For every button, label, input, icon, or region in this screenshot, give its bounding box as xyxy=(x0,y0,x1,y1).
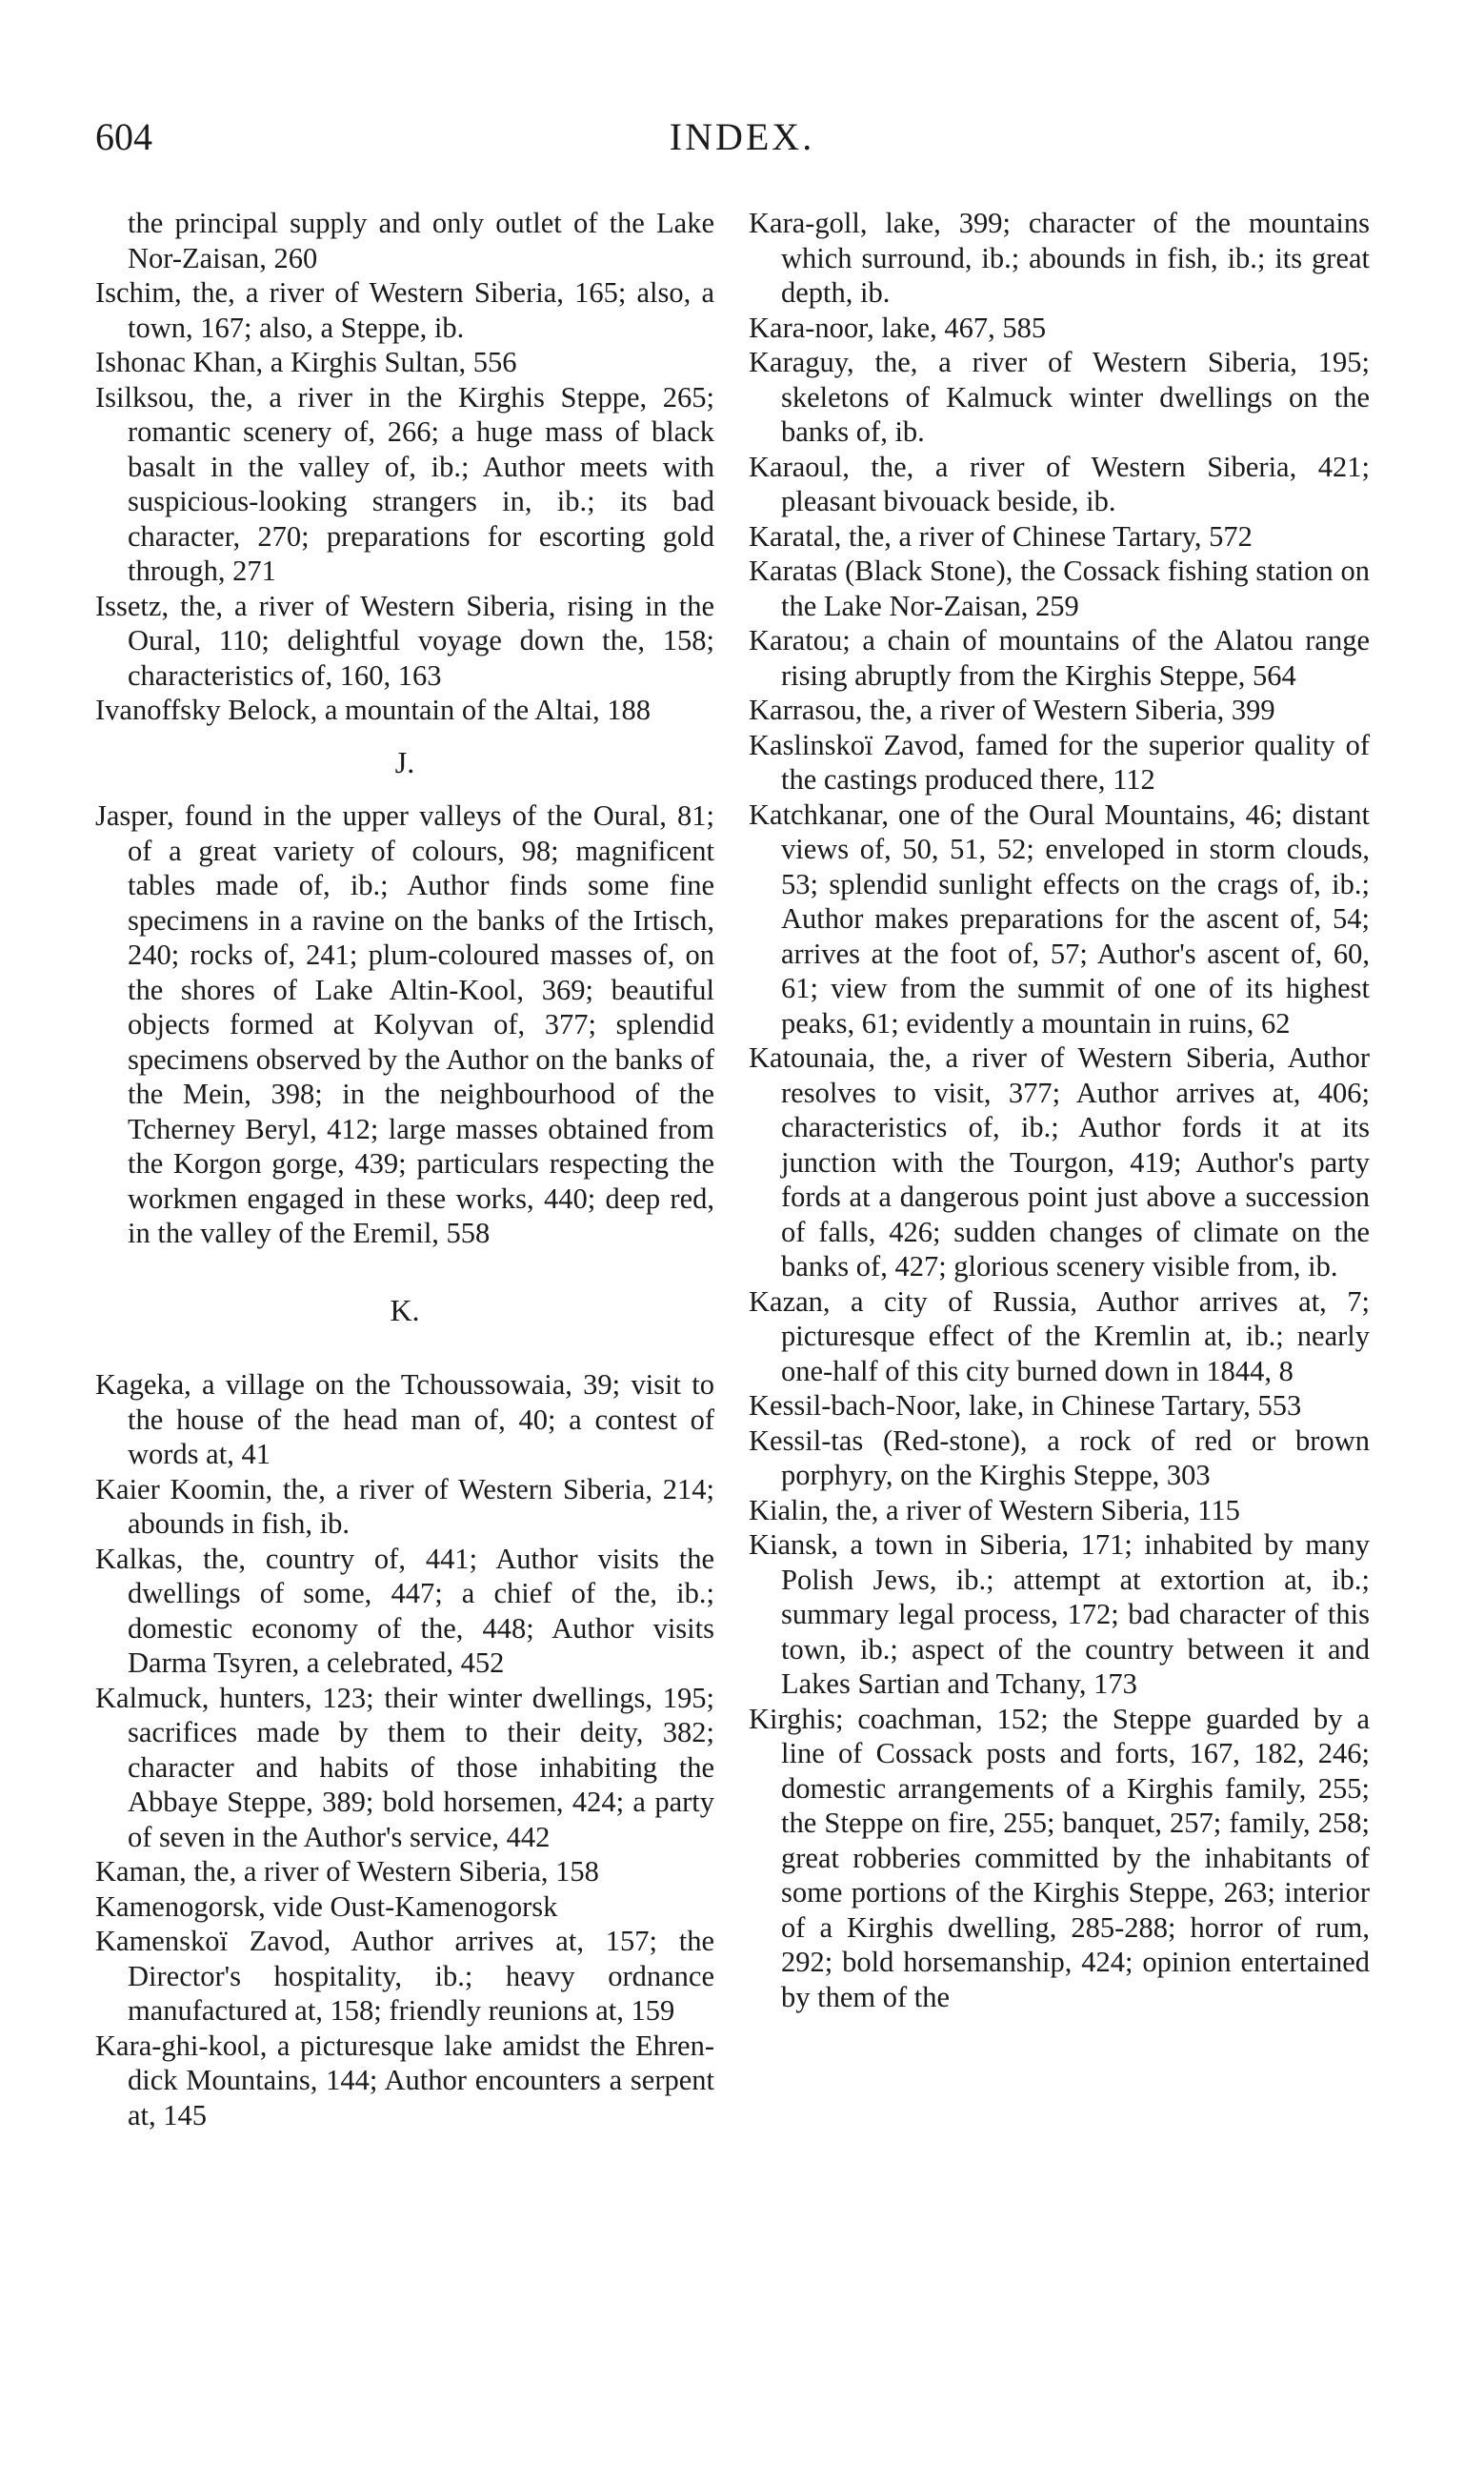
index-entry: Jasper, found in the upper valleys of the Oural, 81; of a great variety of colours, 98; magnificent tables made of, ib.; Author finds some fine specimens in a ravine on the banks of the Irtisch, 240; rocks of, 241; plum-coloured masses of, on the shores of Lake Altin-Kool, 369; beautiful objects formed at Kolyvan of, 377; splendid specimens observed by the Author on the banks of the Mein, 398; in the neighbourhood of the Tcherney Beryl, 412; large masses obtained from the Korgon gorge, 439; particulars respecting the workmen engaged in these works, 440; deep red, in the valley of the Eremil, 558 xyxy=(95,799,714,1249)
index-entry: Kalmuck, hunters, 123; their winter dwellings, 195; sacrifices made by them to their deity, 382; character and habits of those inhabiting the Abbaye Steppe, 389; bold horsemen, 424; a party of seven in the Author's service, 442 xyxy=(95,1681,714,1853)
index-column-right xyxy=(749,206,1370,2014)
section-letter: K. xyxy=(390,1292,420,1327)
index-entry: Karaguy, the, a river of Western Siberia, 195; skeletons of Kalmuck winter dwellings on the banks of, ib. xyxy=(749,346,1370,448)
index-entry: Kaslinskoï Zavod, famed for the superior quality of the castings produced there, 112 xyxy=(749,728,1370,796)
index-entry: Karatas (Black Stone), the Cossack fishing station on the Lake Nor-Zaisan, 259 xyxy=(749,555,1370,622)
index-entry: Kazan, a city of Russia, Author arrives at, 7; picturesque effect of the Kremlin at, ib.; nearly one-half of this city burned down in 1844, 8 xyxy=(749,1284,1370,1387)
index-entry: Ischim, the, a river of Western Siberia, 165; also, a town, 167; also, a Steppe, ib. xyxy=(95,276,714,344)
index-entry-continuation: the principal supply and only outlet of the Lake Nor-Zaisan, 260 xyxy=(128,207,714,274)
index-entry: Karrasou, the, a river of Western Siberia, 399 xyxy=(749,694,1275,726)
index-entry: Kamenogorsk, vide Oust-Kamenogorsk xyxy=(95,1889,558,1923)
index-entry: Karatal, the, a river of Chinese Tartary, 572 xyxy=(749,519,1253,553)
index-entry: Isilksou, the, a river in the Kirghis Steppe, 265; romantic scenery of, 266; a huge mass of black basalt in the valley of, ib.; Author meets with suspicious-looking strangers in, ib.; its bad character, 270; preparations for escorting gold through, 271 xyxy=(95,380,714,587)
index-entry: Kaier Koomin, the, a river of Western Siberia, 214; abounds in fish, ib. xyxy=(95,1472,714,1540)
index-column-left xyxy=(95,206,714,2132)
index-entry: Karaoul, the, a river of Western Siberia, 421; pleasant bivouack beside, ib. xyxy=(749,450,1370,517)
index-entry: Kara-goll, lake, 399; character of the mountains which surround, ib.; abounds in fish, ib.; its great depth, ib. xyxy=(749,207,1370,309)
index-entry: Kessil-bach-Noor, lake, in Chinese Tartary, 553 xyxy=(749,1389,1302,1422)
index-entry: Katchkanar, one of the Oural Mountains, 46; distant views of, 50, 51, 52; enveloped in storm clouds, 53; splendid sunlight effects on the crags of, ib.; Author makes preparations for the ascent of, 54; arrives at the foot of, 57; Author's ascent of, 60, 61; view from the summit of one of its highest peaks, 61; evidently a mountain in ruins, 62 xyxy=(749,798,1370,1040)
running-title: INDEX. xyxy=(669,115,815,158)
index-entry: Katounaia, the, a river of Western Siberia, Author resolves to visit, 377; Author arrives at, 406; characteristics of, ib.; Author fords it at its junction with the Tourgon, 419; Author's party fords at a dangerous point just above a succession of falls, 426; sudden changes of climate on the banks of, 427; glorious scenery visible from, ib. xyxy=(749,1041,1370,1282)
index-entry: Kara-noor, lake, 467, 585 xyxy=(749,311,1047,344)
index-entry: Kaman, the, a river of Western Siberia, 158 xyxy=(95,1855,599,1888)
index-entry: Karatou; a chain of mountains of the Alatou range rising abruptly from the Kirghis Steppe, 564 xyxy=(749,624,1370,692)
index-entry: Kara-ghi-kool, a picturesque lake amidst the Ehren-dick Mountains, 144; Author encounters a serpent at, 145 xyxy=(95,2029,714,2131)
index-entry: Kalkas, the, country of, 441; Author visits the dwellings of some, 447; a chief of the, ib.; domestic economy of the, 448; Author visits Darma Tsyren, a celebrated, 452 xyxy=(95,1542,714,1679)
page-number: 604 xyxy=(95,115,152,158)
index-entry: Kirghis; coachman, 152; the Steppe guarded by a line of Cossack posts and forts, 167, 182, 246; domestic arrangements of a Kirghis family, 255; the Steppe on fire, 255; banquet, 257; family, 258; great robberies committed by the inhabitants of some portions of the Kirghis Steppe, 263; interior of a Kirghis dwelling, 285-288; horror of rum, 292; bold horsemanship, 424; opinion entertained by them of the xyxy=(749,1702,1370,2013)
page-header xyxy=(0,114,1484,172)
index-entry: Kiansk, a town in Siberia, 171; inhabited by many Polish Jews, ib.; attempt at extortion at, ib.; summary legal process, 172; bad character of this town, ib.; aspect of the country between it and Lakes Sartian and Tchany, 173 xyxy=(749,1528,1370,1700)
index-entry: Kessil-tas (Red-stone), a rock of red or brown porphyry, on the Kirghis Steppe, 303 xyxy=(749,1424,1370,1491)
index-entry: Issetz, the, a river of Western Siberia, rising in the Oural, 110; delightful voyage down the, 158; characteristics of, 160, 163 xyxy=(95,589,714,692)
index-entry: Kialin, the, a river of Western Siberia, 115 xyxy=(749,1493,1240,1526)
section-letter: J. xyxy=(394,744,415,779)
index-entry: Ivanoffsky Belock, a mountain of the Altai, 188 xyxy=(95,694,652,726)
index-entry: Kamenskoï Zavod, Author arrives at, 157; the Director's hospitality, ib.; heavy ordnance manufactured at, 158; friendly reunions at, 159 xyxy=(95,1925,714,2027)
index-entry: Ishonac Khan, a Kirghis Sultan, 556 xyxy=(95,346,517,378)
index-entry: Kageka, a village on the Tchoussowaia, 39; visit to the house of the head man of, 40; a contest of words at, 41 xyxy=(95,1368,714,1470)
